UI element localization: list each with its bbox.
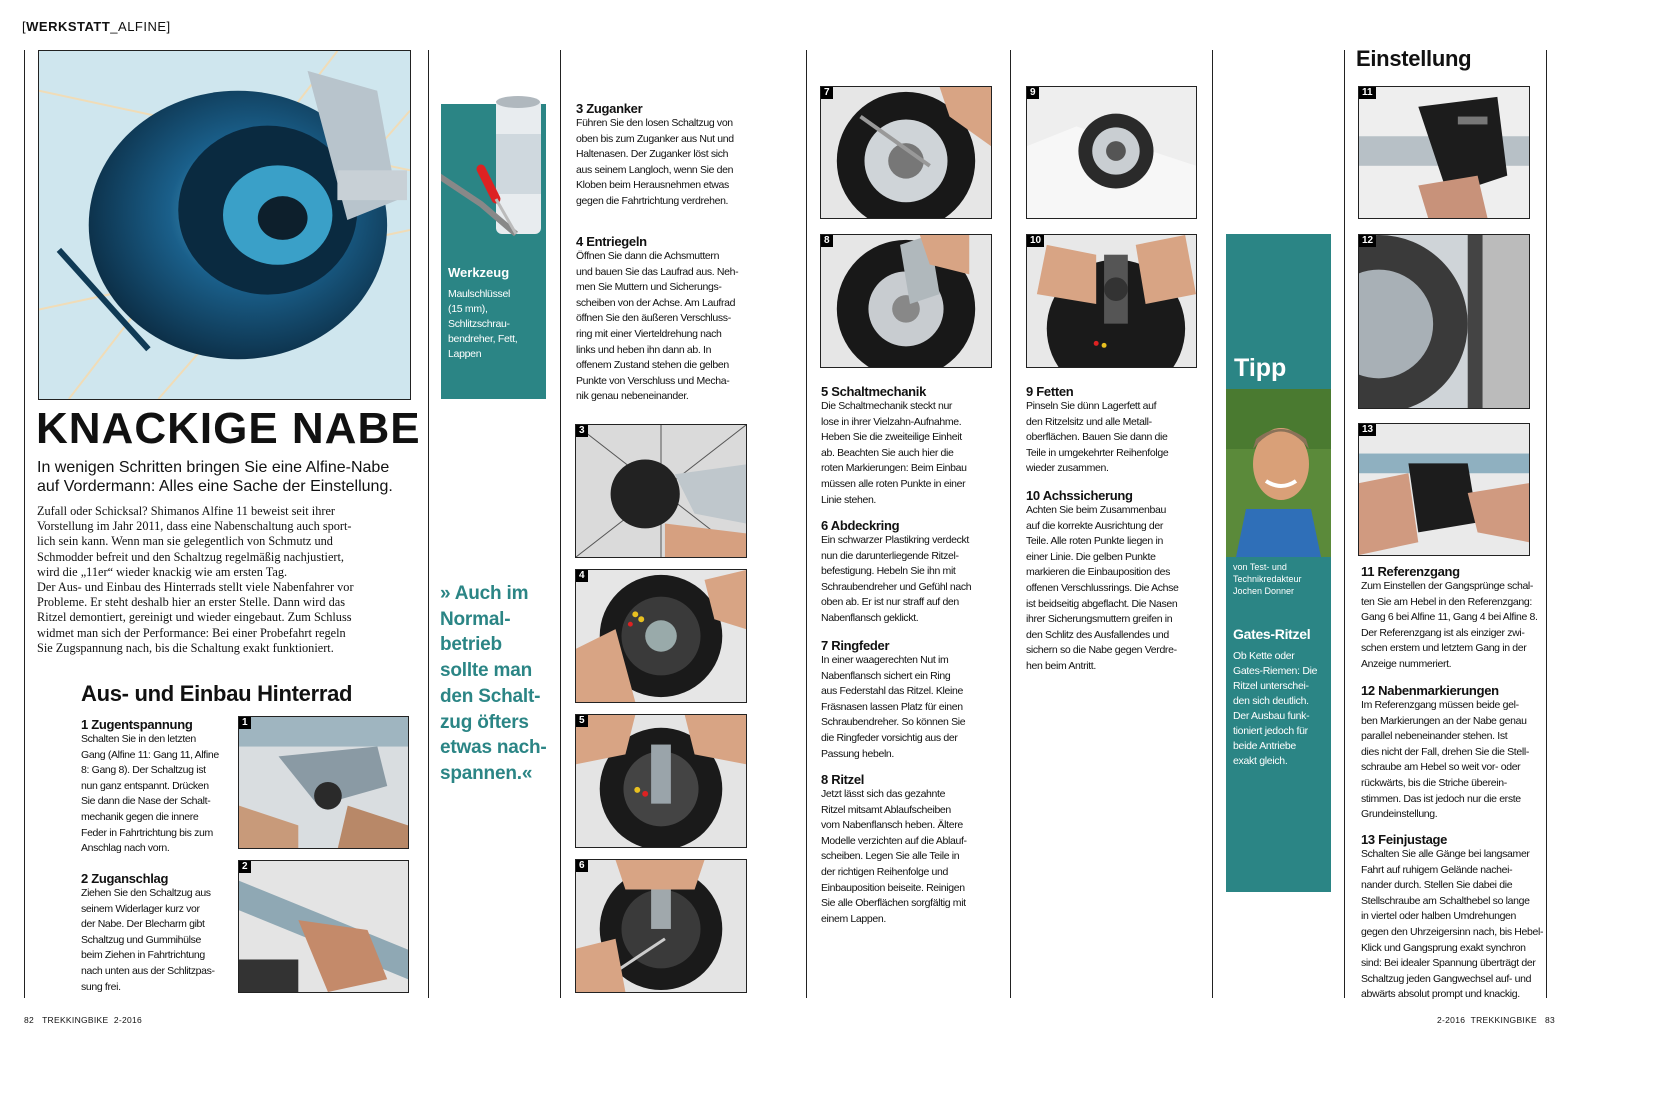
column-rule: [560, 50, 561, 998]
article-subtitle: In wenigen Schritten bringen Sie eine Alfine-Nabe auf Vordermann: Alles eine Sache der Einstellung.: [37, 459, 393, 495]
step-6-photo: [575, 859, 747, 993]
bracket-open: [: [22, 19, 27, 34]
step-number-badge: 1: [239, 717, 251, 729]
step-9-photo: [1026, 86, 1197, 219]
step-number-badge: 6: [576, 860, 588, 872]
step-6-text: 6 Abdeckring Ein schwarzer Plastikring verdeckt nun die darunterliegende Ritzel- befestigung. Hebeln Sie ihn mit Schraubendreher und Gefühl nach oben ab. Er ist nur straff auf den Nabenflansch geklickt.: [821, 518, 972, 624]
werkzeug-list: Maulschlüssel (15 mm), Schlitzschrau- bendreher, Fett, Lappen: [448, 288, 518, 360]
step-7-photo: [820, 86, 992, 219]
tools-photo: [441, 94, 546, 254]
step-4-photo: [575, 569, 747, 703]
werkzeug-box: [441, 104, 546, 399]
author-portrait: [1226, 389, 1331, 557]
column-rule: [1010, 50, 1011, 998]
step-7-text: 7 Ringfeder In einer waagerechten Nut im Nabenflansch sichert ein Ring aus Federstahl das Ritzel. Kleine Fräsnasen lassen Platz für einen Schraubendreher. So können Sie die Ringfeder vorsichtig aus der Passung hebeln.: [821, 638, 966, 760]
column-rule: [1344, 50, 1345, 998]
step-2-photo: [238, 860, 409, 993]
article-title: KNACKIGE NABE: [36, 404, 421, 453]
step-9-text: 9 Fetten Pinseln Sie dünn Lagerfett auf den Ritzelsitz und alle Metall- oberflächen. Bauen Sie dann die Teile in umgekehrter Reihenfolge wieder zusammen.: [1026, 384, 1169, 475]
step-number-badge: 10: [1027, 235, 1044, 247]
tipp-text: Ob Kette oder Gates-Riemen: Die Ritzel unterschei- den sich deutlich. Der Ausbau funk- tioniert jedoch für beide Antriebe exakt gleich.: [1233, 650, 1318, 767]
tipp-heading: Gates-Ritzel: [1233, 626, 1311, 642]
step-number-badge: 3: [576, 425, 588, 437]
step-3-photo: [575, 424, 747, 558]
column-rule: [24, 50, 25, 998]
hero-hub-photo: [38, 50, 411, 400]
column-rule: [428, 50, 429, 998]
step-12-text: 12 Nabenmarkierungen Im Referenzgang müssen beide gel- ben Markierungen an der Nabe genau parallel nebeneinander stehen. Ist dies nicht der Fall, drehen Sie die Stell- schraube am Hebel so weit vor- oder rückwärts, bis die Striche überein- stimmen. Das ist jedoch nur die erste Grundeinstellung.: [1361, 683, 1529, 821]
column-rule: [1212, 50, 1213, 998]
tipp-author-caption: von Test- und Technikredakteur Jochen Donner: [1233, 562, 1302, 596]
step-11-photo: [1358, 86, 1530, 219]
step-number-badge: 11: [1359, 87, 1376, 99]
step-5-text: 5 Schaltmechanik Die Schaltmechanik steckt nur lose in ihrer Vielzahn-Aufnahme. Heben Sie die zweiteilige Einheit ab. Beachten Sie auch hier die roten Markierungen: Beim Einbau müssen alle roten Punkte in einer Linie stehen.: [821, 384, 967, 506]
step-3-text: 3 Zuganker Führen Sie den losen Schaltzug von oben bis zum Zuganker aus Nut und Haltenasen. Der Zuganker löst sich aus seinem Langloch, wenn Sie den Kloben beim Herausnehmen etwas gegen die Fahrtrichtung verdrehen.: [576, 101, 734, 207]
einstellung-heading: Einstellung: [1356, 46, 1472, 71]
section-label: WERKSTATT: [26, 19, 111, 34]
step-2-text: 2 Zuganschlag Ziehen Sie den Schaltzug aus seinem Widerlager kurz vor der Nabe. Der Blecharm gibt Schaltzug und Gummihülse beim Ziehen in Fahrtrichtung nach unten aus der Schlitzpas- sung frei.: [81, 871, 215, 993]
step-4-text: 4 Entriegeln Öffnen Sie dann die Achsmuttern und bauen Sie das Laufrad aus. Neh- men Sie Muttern und Sicherungs- scheiben von der Achse. Am Laufrad öffnen Sie den äußeren Verschluss- ring mit einer Vierteldrehung nach links und heben ihn dann ab. In offenem Zustand stehen die gelben Punkte von Verschluss und Mecha- nik genau nebeneinander.: [576, 234, 739, 403]
step-number-badge: 7: [821, 87, 833, 99]
step-number-badge: 9: [1027, 87, 1039, 99]
step-10-photo: [1026, 234, 1197, 368]
step-8-text: 8 Ritzel Jetzt lässt sich das gezahnte Ritzel mitsamt Ablaufscheiben vom Nabenflansch heben. Ältere Modelle verzichten auf die Ablauf- scheiben. Legen Sie alle Teile in der richtigen Reihenfolge und Einbauposition beiseite. Reinigen Sie alle Oberflächen sorgfältig mit einem Lappen.: [821, 772, 967, 925]
step-5-photo: [575, 714, 747, 848]
step-13-text: 13 Feinjustage Schalten Sie alle Gänge bei langsamer Fahrt auf ruhigem Gelände nachei- nander durch. Stellen Sie dabei die Stellschraube am Schalthebel so lange in viertel oder halben Umdrehungen gegen den Uhrzeigersinn nach, bis Hebel- Klick und Gangsprung exakt synchron sind: Bei idealer Spannung überträgt der Schaltzug jeden Gangwechsel auf- und abwärts absolut prompt und knackig.: [1361, 832, 1544, 1001]
bracket-close: ]: [166, 19, 171, 34]
footer-right: 2-2016 TREKKINGBIKE 83: [1437, 1015, 1556, 1025]
step-number-badge: 5: [576, 715, 588, 727]
step-number-badge: 8: [821, 235, 833, 247]
tipp-title: Tipp: [1234, 354, 1287, 382]
article-intro: Zufall oder Schicksal? Shimanos Alfine 11 beweist seit ihrer Vorstellung im Jahr 2011, dass eine Nabenschaltung auch sport- lich sein kann. Wenn man sie gelegentlich von Schmutz und Schmodder befreit und den Schaltzug regelmäßig nachjustiert, wird die „11er“ wieder knackig wie am ersten Tag. Der Aus- und Einbau des Hinterrads stellt viele Nabenfahrer vor Probleme. Er steht deshalb hier an erster Stelle. Dann wird das Ritzel demontiert, gereinigt und wieder eingebaut. Zum Schluss widmet man sich der Performance: Bei einer Probefahrt regeln Sie Zugspannung nach, bis die Schaltung exakt funktioniert.: [37, 504, 354, 655]
werkzeug-title: Werkzeug: [448, 265, 510, 280]
step-10-text: 10 Achssicherung Achten Sie beim Zusammenbau auf die korrekte Ausrichtung der Teile. Alle roten Punkte liegen in einer Linie. Die gelben Punkte markieren die Einbauposition des offenen Verschlussrings. Die Achse ist beidseitig abgeflacht. Die Nasen ihrer Sicherungsmuttern greifen in den Schlitz des Ausfallendes und sichern so die Nabe gegen Verdre- hen beim Antritt.: [1026, 488, 1179, 672]
section-header: [22, 19, 171, 34]
tipp-box: [1226, 234, 1331, 892]
step-8-photo: [820, 234, 992, 368]
pull-quote: » Auch im Normal- betrieb sollte man den Schalt- zug öfters etwas nach- spannen.«: [440, 583, 547, 784]
step-11-text: 11 Referenzgang Zum Einstellen der Gangsprünge schal- ten Sie am Hebel in den Referenzgang: Gang 6 bei Alfine 11, Gang 4 bei Alfine 8. Der Referenzgang ist als einziger zwi- schen erstem und letztem Gang in der Anzeige nummeriert.: [1361, 564, 1538, 670]
step-number-badge: 12: [1359, 235, 1376, 247]
separator: _: [110, 19, 119, 34]
step-13-photo: [1358, 423, 1530, 556]
step-number-badge: 4: [576, 570, 588, 582]
step-1-text: 1 Zugentspannung Schalten Sie in den letzten Gang (Alfine 11: Gang 11, Alfine 8: Gang 8). Der Schaltzug ist nun ganz entspannt. Drücken Sie dann die Nase der Schalt- mechanik gegen die innere Feder in Fahrtrichtung bis zum Anschlag nach vorn.: [81, 717, 219, 855]
column-rule: [806, 50, 807, 998]
step-number-badge: 13: [1359, 424, 1376, 436]
step-1-photo: [238, 716, 409, 849]
section-heading: Aus- und Einbau Hinterrad: [81, 681, 353, 706]
topic-label: ALFINE: [118, 19, 167, 34]
step-number-badge: 2: [239, 861, 251, 873]
footer-left: 82 TREKKINGBIKE 2-2016: [24, 1015, 143, 1025]
step-12-photo: [1358, 234, 1530, 409]
